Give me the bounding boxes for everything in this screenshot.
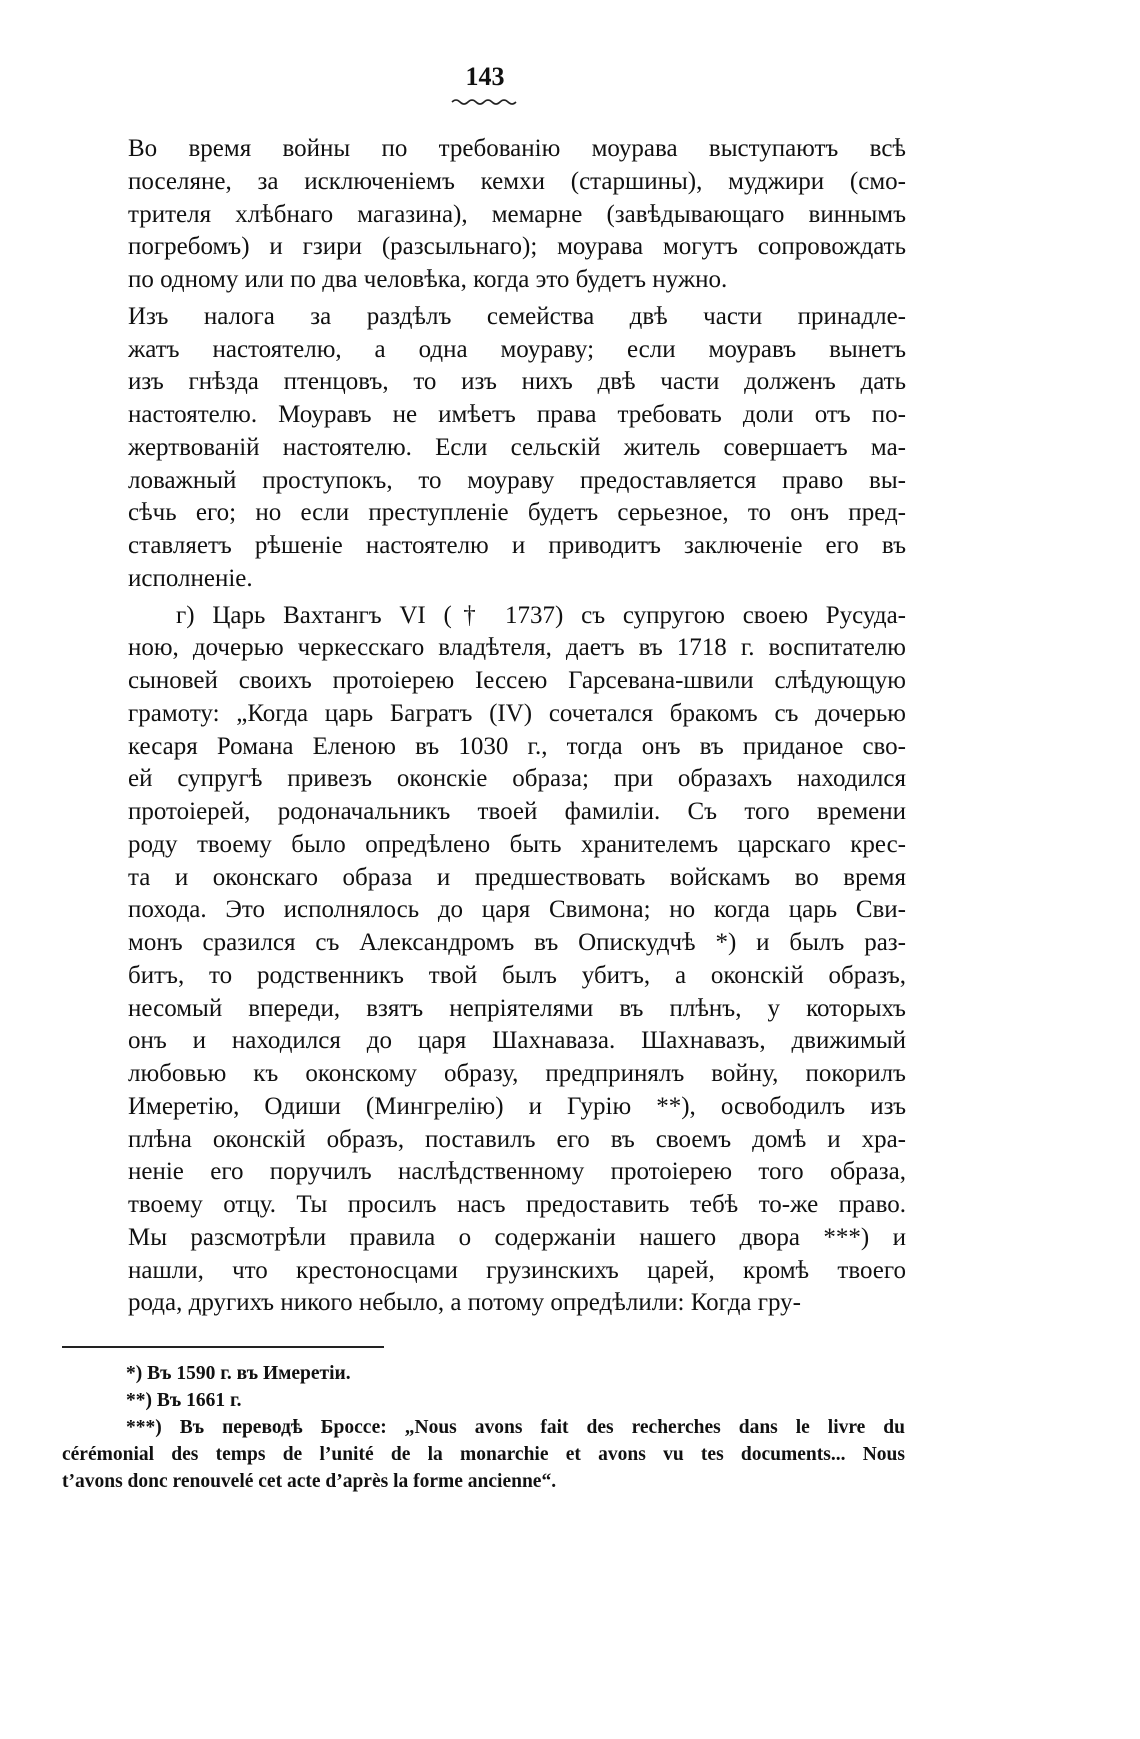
text-line: Изъ налога за раздѣлъ семейства двѣ части принадле- (128, 302, 906, 330)
text-line: твоему отцу. Ты просилъ насъ предоставить тебѣ то-же право. (128, 1191, 906, 1218)
footnote-3-line-3: t’avons donc renouvelé cet acte d’après la forme ancienne“. (62, 1471, 557, 1492)
text-line: поселяне, за исключеніемъ кемхи (старшины), муджири (смо- (128, 167, 906, 195)
text-line: протоіерей, родоначальникъ твоей фамиліи. Съ того времени (128, 798, 906, 825)
text-line: жертвованій настоятелю. Если сельскій житель совершаетъ ма- (128, 433, 906, 461)
text-line: плѣна оконскій образъ, поставилъ его въ своемъ домѣ и хра- (128, 1125, 906, 1153)
text-line: онъ и находился до царя Шахнаваза. Шахнавазъ, движимый (128, 1027, 906, 1055)
text-line: та и оконскаго образа и предшествовать войскамъ во время (128, 863, 906, 891)
text-line: рода, другихъ никого небыло, а потому опредѣлили: Когда гру- (128, 1289, 802, 1317)
text-line: погребомъ) и гзири (разсыльнаго); моурава могутъ сопровождать (128, 233, 906, 261)
page-number-ornament (450, 98, 520, 106)
text-line: г) Царь Вахтангъ VI († 1737) съ супругою своею Русуда- (176, 601, 906, 629)
text-line: исполненіе. (128, 564, 253, 592)
text-line: ставляетъ рѣшеніе настоятелю и приводитъ заключеніе его въ (128, 532, 906, 559)
text-line: сѣчь его; но если преступленіе будетъ серьезное, то онъ пред- (128, 499, 906, 527)
text-line: трителя хлѣбнаго магазина), мемарне (завѣдывающаго виннымъ (128, 200, 906, 228)
text-line: жатъ настоятелю, а одна моураву; если моуравъ вынетъ (128, 335, 906, 363)
page-number: 143 (465, 62, 505, 91)
text-line: кесаря Романа Еленою въ 1030 г., тогда онъ въ приданое сво- (128, 732, 906, 760)
footnotes (62, 1360, 905, 1495)
text-line: Мы разсмотрѣли правила о содержаніи нашего двора ***) и (128, 1223, 906, 1251)
text-line: ей супругѣ привезъ оконскіе образа; при образахъ находился (128, 765, 906, 793)
text-line: битъ, то родственникъ твой былъ убитъ, а оконскій образъ, (128, 961, 906, 989)
text-line: несомый впереди, взятъ непріятелями въ плѣнъ, у которыхъ (128, 994, 906, 1022)
text-line: по одному или по два человѣка, когда это будетъ нужно. (128, 266, 728, 293)
text-line: похода. Это исполнялось до царя Свимона; но когда царь Сви- (128, 896, 906, 924)
text-line: монъ сразился съ Александромъ въ Опискудчѣ *) и былъ раз- (128, 929, 906, 956)
text-line: Имеретію, Одиши (Мингрелію) и Гурію **), освободилъ изъ (128, 1092, 906, 1120)
text-line: Во время войны по требованію моурава выступаютъ всѣ (128, 135, 906, 162)
footnote-divider (62, 1346, 384, 1348)
text-line: ною, дочерью черкесскаго владѣтеля, даетъ въ 1718 г. воспитателю (128, 634, 906, 662)
main-text (128, 133, 906, 1320)
footnote-3-line-2: cérémonial des temps de l’unité de la monarchie et avons vu tes documents... Nous (62, 1444, 905, 1465)
text-line: ловажный проступокъ, то моураву предоставляется право вы- (128, 466, 906, 494)
text-line: неніе его поручилъ наслѣдственному протоіерею того образа, (128, 1158, 906, 1186)
footnote-3-line-1: ***) Въ переводѣ Броссе: „Nous avons fait des recherches dans le livre du (126, 1417, 905, 1438)
text-line: изъ гнѣзда птенцовъ, то изъ нихъ двѣ части долженъ дать (128, 368, 906, 396)
text-line: настоятелю. Моуравъ не имѣетъ права требовать доли отъ по- (128, 401, 906, 428)
text-line: нашли, что крестоносцами грузинскихъ царей, кромѣ твоего (128, 1256, 906, 1284)
text-line: грамоту: „Когда царь Багратъ (IV) сочетался бракомъ съ дочерью (128, 699, 906, 727)
footnote-2: **) Въ 1661 г. (126, 1390, 242, 1411)
text-line: роду твоему было опредѣлено быть хранителемъ царскаго крес- (128, 830, 906, 858)
footnote-1: *) Въ 1590 г. въ Имеретіи. (126, 1363, 351, 1384)
text-line: сыновей своихъ протоіерею Іессею Гарсевана-швили слѣдующую (128, 667, 906, 694)
text-line: любовью къ оконскому образу, предпринялъ войну, покорилъ (128, 1060, 906, 1087)
